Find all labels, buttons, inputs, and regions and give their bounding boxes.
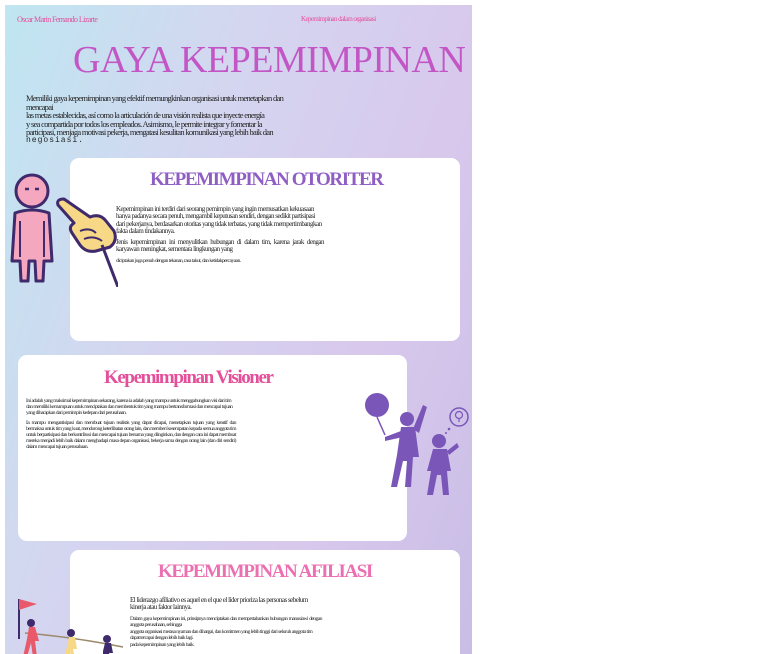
intro-line: participasi, menjaga motivasi pekerja, mengatasi kesulitan komunikasi yang lebih baik dan — [26, 127, 273, 137]
intro-paragraph — [26, 94, 301, 145]
afiliasi-paragraph-3: anggota organisasi merasa nyaman dan dihargai, dan komitmen yang lebih tinggi dari seluruh anggota tim dapat tercapai dengan lebih baik lagi. — [130, 628, 313, 641]
poster — [5, 5, 472, 654]
visioner-text — [26, 398, 236, 454]
section-title-otoriter: KEPEMIMPINAN OTORITER — [150, 169, 383, 190]
afiliasi-paragraph-2: Dalam gaya kepemimpinan ini, prinsipnya menciptakan dan mempertahankan hubungan manusiawi dengan anggota perusahaan, sehingga — [130, 615, 322, 628]
lightbulb-icon — [445, 408, 468, 434]
card-otoriter — [70, 158, 460, 341]
pointing-hand-illustration — [6, 169, 118, 287]
intro-line: Memiliki gaya kepemimpinan yang efektif memungkinkan organisasi untuk menetapkan dan mencapai — [26, 93, 284, 112]
card-visioner — [18, 355, 407, 541]
author-name: Oscar Marin Fernando Lizarte — [17, 15, 98, 24]
visionary-people-illustration — [363, 391, 472, 503]
balloon-icon — [365, 393, 389, 435]
tagline: Kepemimpinan dalam organisasi — [301, 15, 376, 23]
visioner-paragraph-1: Ini adalah yang maksimal kepemimpinan sekarang, karena ia adalah yang mampu untuk menggabungkan visi dari tim dan memiliki kemampuan untuk menciptakan dan membentuk tim yang mampu bertransformasi dan mencapai tujuan yang diharapkan dari pemimpin kedepan dari perusahaan. — [26, 398, 233, 416]
team-rope-illustration — [13, 595, 131, 654]
person-icon — [12, 175, 52, 281]
visioner-paragraph-2: Ia mampu mengantisipasi dan membuat tujuan realistis yang dapat dicapai, menetapkan tujuan yang kreatif dan bermakna untuk tim yang kuat, mendorong keterlibatan orang lain, dan memberi kesempatan kepada semua anggota tim untuk berpartisipasi dan berkontribusi dan mencapai tujuan bersama yang diinginkan, dan dengan cara ini dapat membuat mereka menjadi lebih baik dalam menghadapi masa depan organisasi, bekerja sama dengan orang lain (dan diri sendiri) dalam mencapai tujuan perusahaan. — [26, 420, 236, 450]
intro-line: y sea compartida por todos los empleados. Asimismo, le permite integrar y fomentar la — [26, 118, 262, 129]
afiliasi-paragraph-1: El liderazgo afiliativo es aquel en el que el líder prioriza las personas sebelum kinerja atau faktor lainnya. — [130, 596, 308, 612]
afiliasi-text — [130, 597, 322, 652]
otoriter-text — [116, 206, 324, 268]
person-pointing-icon — [385, 405, 427, 487]
section-title-afiliasi: KEPEMIMPINAN AFILIASI — [158, 561, 372, 582]
section-title-visioner: Kepemimpinan Visioner — [104, 367, 273, 388]
otoriter-paragraph-1: Kepemimpinan ini terdiri dari seorang pemimpin yang ingin memusatkan kekuasaan hanya padanya secara penuh, mengambil keputusan sendiri, dengan sedikit partisipasi dari pekerjanya, berdasarkan otoritas yang tidak terbatas, yang tidak mempertimbangkan fakta dalam tindakannya. — [116, 205, 322, 235]
person-thinking-icon — [427, 434, 459, 495]
intro-line: negosiasi. — [26, 135, 85, 145]
intro-line: las metas establecidas, así como la articulación de una visión realista que inyecte energía — [26, 110, 265, 120]
afiliasi-paragraph-4: pada kepemimpinan yang lebih baik. — [130, 641, 195, 648]
otoriter-paragraph-3: diciptakan juga penuh dengan tekanan, rasa takut, dan ketidakpercayaan. — [116, 257, 241, 264]
person-pulling-icon — [23, 619, 39, 654]
otoriter-paragraph-2: Jenis kepemimpinan ini menyulitkan hubungan di dalam tim, karena jarak dengan karyawan meningkat, sementara lingkungan yang — [116, 238, 324, 254]
hand-icon — [58, 199, 118, 287]
page-title: GAYA KEPEMIMPINAN — [73, 39, 466, 81]
person-pulling-icon — [63, 629, 77, 654]
